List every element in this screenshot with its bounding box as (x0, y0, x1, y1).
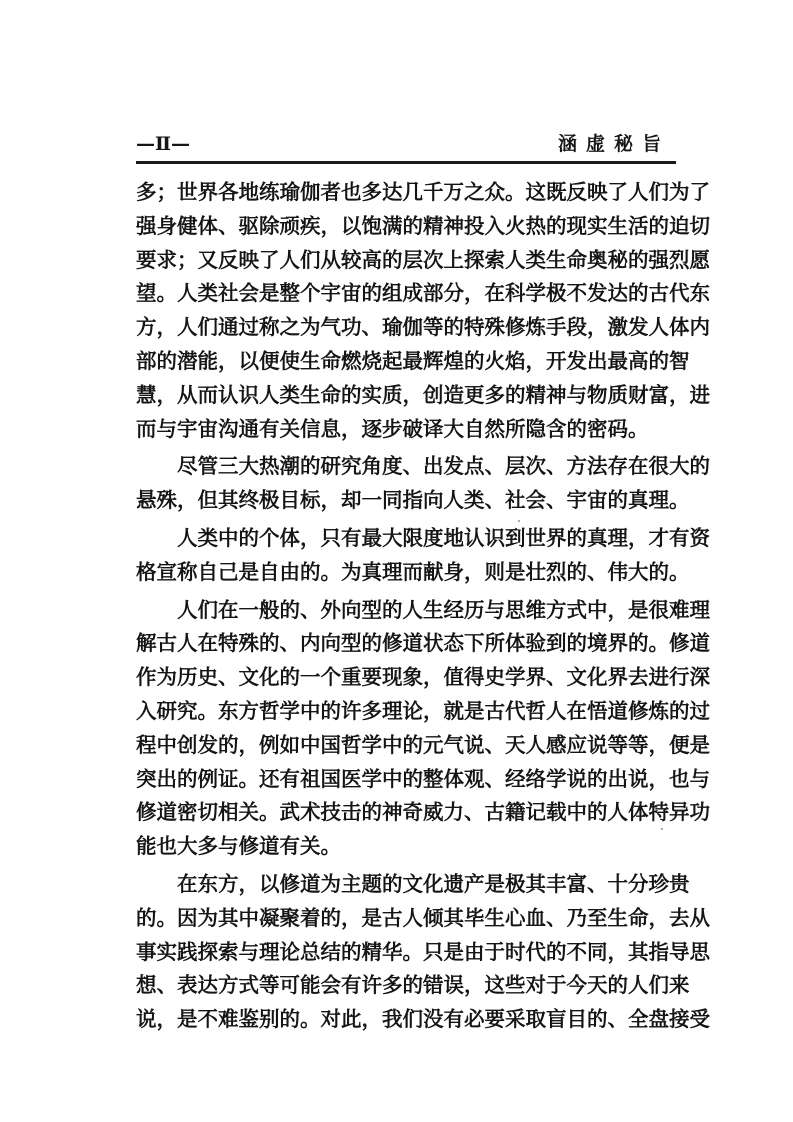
text-line: 尽管三大热潮的研究角度、出发点、层次、方法存在很大的 (136, 454, 710, 479)
text-line: 入研究。东方哲学中的许多理论，就是古代哲人在悟道修炼的过 (136, 698, 710, 723)
text-line: 人类中的个体，只有最大限度地认识到世界的真理，才有资 (136, 525, 710, 550)
scan-speck (518, 520, 520, 522)
text-line: 的。因为其中凝聚着的，是古人倾其毕生心血、乃至生命，去从 (136, 905, 710, 930)
text-line: 方，人们通过称之为气功、瑜伽等的特殊修炼手段，激发人体内 (136, 315, 710, 340)
text-line: 格宣称自己是自由的。为真理而献身，则是壮烈的、伟大的。 (136, 559, 690, 584)
text-line: 想、表达方式等可能会有许多的错误，这些对于今天的人们来 (136, 973, 690, 998)
text-line: 望。人类社会是整个宇宙的组成部分，在科学极不发达的古代东 (136, 281, 710, 306)
text-line: 说，是不难鉴别的。对此，我们没有必要采取盲目的、全盘接受 (136, 1007, 710, 1032)
text-line: 人们在一般的、外向型的人生经历与思维方式中，是很难理 (136, 597, 710, 622)
text-line: 能也大多与修道有关。 (136, 834, 341, 859)
paragraph-1 (136, 176, 710, 446)
text-line: 程中创发的，例如中国哲学中的元气说、天人感应说等等，便是 (136, 732, 710, 757)
text-line: 而与宇宙沟通有关信息，逐步破译大自然所隐含的密码。 (136, 416, 649, 441)
page-number: —Ⅱ— (136, 133, 191, 155)
text-line: 慧，从而认识人类生命的实质，创造更多的精神与物质财富，进 (136, 382, 710, 407)
text-line: 部的潜能，以便使生命燃烧起最辉煌的火焰，开发出最高的智 (136, 348, 690, 373)
text-line: 在东方，以修道为主题的文化遗产是极其丰富、十分珍贵 (136, 871, 690, 896)
text-line: 作为历史、文化的一个重要现象，值得史学界、文化界去进行深 (136, 665, 710, 690)
text-line: 多；世界各地练瑜伽者也多达几千万之众。这既反映了人们为了 (136, 180, 710, 204)
text-line: 修道密切相关。武术技击的神奇威力、古籍记载中的人体特异功 (136, 800, 710, 825)
paragraph-2 (136, 450, 710, 518)
body-text (136, 176, 710, 1037)
scan-speck (661, 828, 663, 830)
text-line: 解古人在特殊的、内向型的修道状态下所体验到的境界的。修道 (136, 631, 710, 656)
text-line: 突出的例证。还有祖国医学中的整体观、经络学说的出说，也与 (136, 766, 710, 791)
header-rule (136, 161, 676, 164)
text-line: 要求；又反映了人们从较高的层次上探索人类生命奥秘的强烈愿 (136, 247, 710, 272)
paragraph-5 (136, 868, 710, 1037)
text-line: 事实践探索与理论总结的精华。只是由于时代的不同，其指导思 (136, 939, 710, 964)
running-title: 涵虚秘旨 (557, 133, 670, 155)
paragraph-4 (136, 594, 710, 864)
paragraph-3 (136, 522, 710, 590)
text-line: 强身健体、驱除顽疾，以饱满的精神投入火热的现实生活的迫切 (136, 213, 710, 238)
text-line: 悬殊，但其终极目标，却一同指向人类、社会、宇宙的真理。 (136, 488, 690, 513)
page-header (136, 124, 676, 164)
